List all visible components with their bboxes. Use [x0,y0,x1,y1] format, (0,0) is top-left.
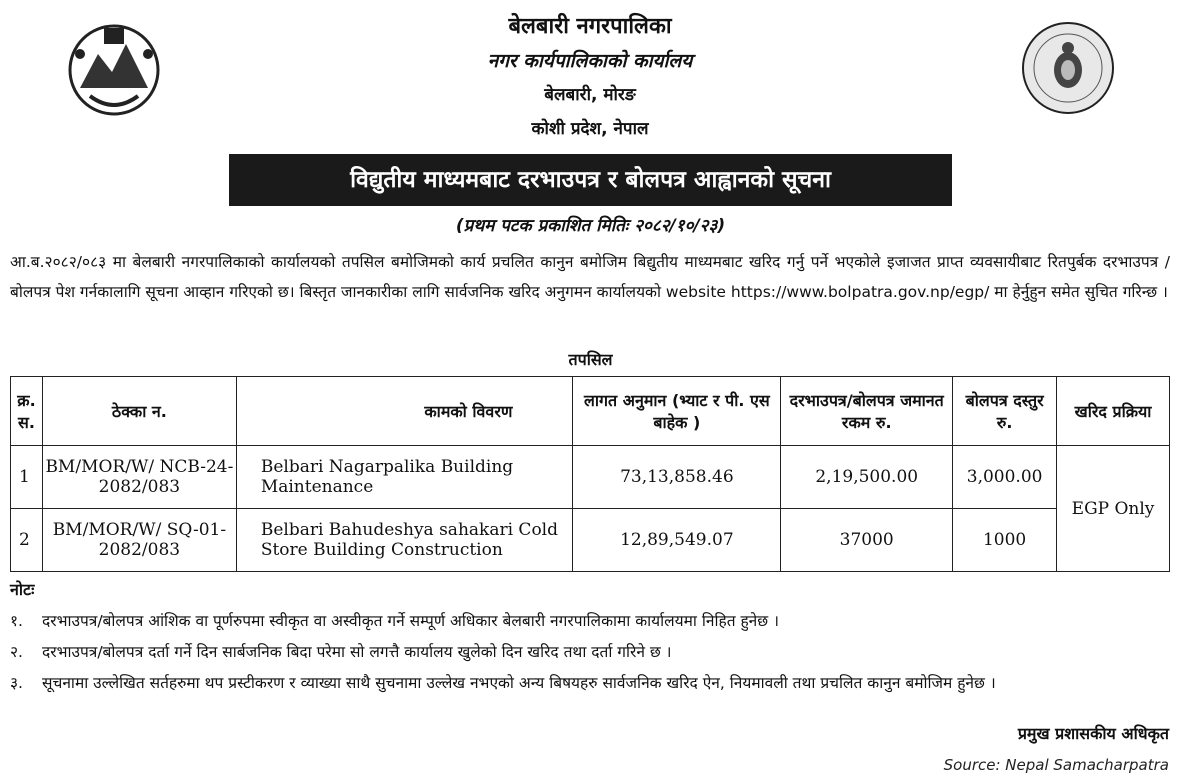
cell-sn: 2 [11,509,43,572]
list-item [10,606,1170,637]
cell-security: 2,19,500.00 [781,446,953,509]
cell-description: Belbari Nagarpalika Building Maintenance [236,446,573,509]
note-text: दरभाउपत्र/बोलपत्र दर्ता गर्ने दिन सार्बजनिक बिदा परेमा सो लगत्तै कार्यालय खुलेको दिन खरिद तथा दर्ता गरिने छ । [42,643,672,661]
notice-header [0,0,1181,150]
list-item [10,668,1170,699]
signature-title: प्रमुख प्रशासकीय अधिकृत [1017,724,1169,743]
note-text: दरभाउपत्र/बोलपत्र आंशिक वा पूर्णरुपमा स्वीकृत वा अस्वीकृत गर्ने सम्पूर्ण अधिकार बेलबारी नगरपालिकामा कार्यालयमा निहित हुनेछ । [42,612,779,630]
office-location: बेलबारी, मोरङ [544,85,636,105]
col-header-sn: क्र. स. [11,377,43,446]
cell-fee: 3,000.00 [953,446,1057,509]
publication-date: (प्रथम पटक प्रकाशित मितिः २०८२/१०/२३) [455,216,726,236]
tender-table [10,376,1170,572]
note-number: ३. [10,674,23,692]
notes-list [10,606,1170,699]
note-number: २. [10,643,23,661]
cell-estimate: 12,89,549.07 [573,509,781,572]
source-credit: Source: Nepal Samacharpatra [943,756,1169,774]
note-number: १. [10,612,23,630]
col-header-fee: बोलपत्र दस्तुर रु. [953,377,1057,446]
table-row [11,509,1170,572]
cell-procurement-method: EGP Only [1057,446,1170,572]
cell-description: Belbari Bahudeshya sahakari Cold Store Building Construction [236,509,573,572]
table-row [11,446,1170,509]
notes-title: नोटः [10,580,35,599]
notice-title-banner: विद्युतीय माध्यमबाट दरभाउपत्र र बोलपत्र आह्वानको सूचना [229,154,952,206]
cell-contract: BM/MOR/W/ SQ-01-2082/083 [42,509,236,572]
cell-contract: BM/MOR/W/ NCB-24-2082/083 [42,446,236,509]
cell-sn: 1 [11,446,43,509]
col-header-security: दरभाउपत्र/बोलपत्र जमानत रकम रु. [781,377,953,446]
note-text: सूचनामा उल्लेखित सर्तहरुमा थप प्रस्टीकरण र व्याख्या साथै सुचनामा उल्लेख नभएको अन्य बिषयहरु सार्वजनिक खरिद ऐन, नियमावली तथा प्रचलित कानुन बमोजिम हुनेछ । [42,674,996,692]
cell-estimate: 73,13,858.46 [573,446,781,509]
col-header-estimate: लागत अनुमान (भ्याट र पी. एस बाहेक ) [573,377,781,446]
col-header-contract: ठेक्का न. [42,377,236,446]
cell-fee: 1000 [953,509,1057,572]
col-header-description: कामको विवरण [236,377,573,446]
nepal-emblem-icon [60,18,168,122]
col-header-method: खरिद प्रक्रिया [1057,377,1170,446]
list-item [10,637,1170,668]
office-name: नगर कार्यपालिकाको कार्यालय [487,50,693,72]
province-country: कोशी प्रदेश, नेपाल [531,119,649,139]
municipality-seal-icon [1020,20,1116,116]
cell-security: 37000 [781,509,953,572]
intro-paragraph: आ.ब.२०८२/०८३ मा बेलबारी नगरपालिकाको कार्यालयको तपसिल बमोजिमको कार्य प्रचलित कानुन बमोजिम बिद्युतीय माध्यमबाट खरिद गर्नु पर्ने भएकोले इजाजत प्राप्त व्यवसायीबाट रितपुर्बक दरभाउपत्र /बोलपत्र पेश गर्नकालागि सूचना आव्हान गरिएको छ। बिस्तृत जानकारीका लागि सार्वजनिक खरिद अनुगमन कार्यालयको website https://www.bolpatra.gov.np/egp/ मा हेर्नुहुन समेत सुचित गरिन्छ । [10,253,1170,301]
municipality-name: बेलबारी नगरपालिका [508,14,672,39]
details-heading: तपसिल [568,350,613,369]
office-heading [300,10,880,146]
table-header-row [11,377,1170,446]
